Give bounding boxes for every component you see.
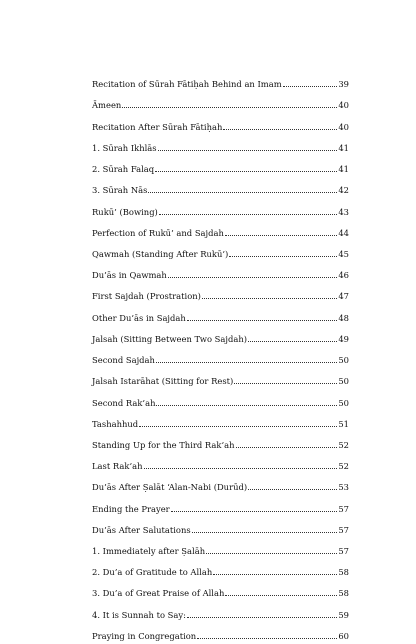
toc-entry[interactable] bbox=[92, 453, 349, 474]
toc-entry-title: Ending the Prayer bbox=[92, 503, 170, 514]
toc-dot-leader bbox=[223, 129, 337, 130]
toc-entry[interactable] bbox=[92, 326, 349, 347]
toc-entry[interactable] bbox=[92, 517, 349, 538]
toc-entry-title: Other Du’ās in Sajdah bbox=[92, 312, 186, 323]
toc-entry-title: Qawmah (Standing After Rukū’) bbox=[92, 248, 229, 259]
toc-entry-title: Standing Up for the Third Rak’ah bbox=[92, 439, 235, 450]
toc-dot-leader bbox=[187, 320, 337, 321]
toc-entry[interactable] bbox=[92, 474, 349, 495]
toc-entry-title: Recitation of Sūrah Fātiḥah Behind an Imam bbox=[92, 79, 282, 90]
toc-entry-page: 57 bbox=[338, 524, 349, 535]
toc-entry[interactable] bbox=[92, 580, 349, 601]
toc-entry-title: Rukū’ (Bowing) bbox=[92, 206, 158, 217]
toc-entry-page: 60 bbox=[338, 630, 349, 641]
toc-dot-leader bbox=[236, 447, 337, 448]
toc-dot-leader bbox=[171, 511, 337, 512]
toc-entry[interactable] bbox=[92, 198, 349, 219]
toc-entry[interactable] bbox=[92, 156, 349, 177]
toc-entry-page: 58 bbox=[338, 588, 349, 599]
toc-entry[interactable] bbox=[92, 71, 349, 92]
toc-dot-leader bbox=[225, 595, 337, 596]
toc-entry[interactable] bbox=[92, 601, 349, 622]
toc-entry[interactable] bbox=[92, 177, 349, 198]
toc-entry[interactable] bbox=[92, 623, 349, 644]
toc-entry-title: Du’ās After Ṣalāt ‘Alan-Nabi (Durūd) bbox=[92, 482, 248, 493]
toc-entry-title: Du’ās After Salutations bbox=[92, 524, 191, 535]
toc-entry[interactable] bbox=[92, 220, 349, 241]
toc-entry-page: 59 bbox=[338, 609, 349, 620]
toc-dot-leader bbox=[192, 532, 337, 533]
toc-entry-title: 2. Sūrah Falaq bbox=[92, 164, 155, 175]
toc-entry-page: 44 bbox=[338, 227, 349, 238]
toc-entry-page: 46 bbox=[338, 270, 349, 281]
toc-dot-leader bbox=[144, 468, 338, 469]
toc-dot-leader bbox=[155, 171, 337, 172]
toc-entry-title: 2. Du’a of Gratitude to Allah bbox=[92, 567, 213, 578]
toc-entry-title: Tashahhud bbox=[92, 418, 139, 429]
toc-entry[interactable] bbox=[92, 368, 349, 389]
toc-entry-title: 1. Sūrah Ikhlās bbox=[92, 142, 157, 153]
toc-entry-page: 47 bbox=[338, 291, 349, 302]
toc-entry[interactable] bbox=[92, 113, 349, 134]
toc-dot-leader bbox=[148, 192, 337, 193]
toc-entry-title: Last Rak’ah bbox=[92, 461, 143, 472]
toc-entry-title: Second Rak’ah bbox=[92, 397, 156, 408]
toc-dot-leader bbox=[168, 277, 337, 278]
toc-entry[interactable] bbox=[92, 347, 349, 368]
toc-entry-title: Praying in Congregation bbox=[92, 630, 197, 641]
toc-entry[interactable] bbox=[92, 495, 349, 516]
toc-entry-page: 40 bbox=[338, 121, 349, 132]
toc-dot-leader bbox=[122, 107, 337, 108]
toc-entry-page: 50 bbox=[338, 397, 349, 408]
toc-entry[interactable] bbox=[92, 538, 349, 559]
toc-dot-leader bbox=[156, 362, 337, 363]
toc-entry-page: 53 bbox=[338, 482, 349, 493]
toc-entry-page: 49 bbox=[338, 333, 349, 344]
toc-entry-page: 51 bbox=[338, 418, 349, 429]
toc-dot-leader bbox=[213, 574, 337, 575]
toc-entry-title: 1. Immediately after Ṣalāh bbox=[92, 546, 206, 557]
toc-entry-page: 52 bbox=[338, 461, 349, 472]
toc-entry[interactable] bbox=[92, 559, 349, 580]
toc-entry[interactable] bbox=[92, 432, 349, 453]
toc-dot-leader bbox=[197, 638, 337, 639]
toc-dot-leader bbox=[159, 214, 337, 215]
toc-entry-title: 3. Du’a of Great Praise of Allah bbox=[92, 588, 225, 599]
toc-entry-page: 50 bbox=[338, 355, 349, 366]
toc-entry-title: 3. Sūrah Nās bbox=[92, 185, 148, 196]
toc-entry-page: 45 bbox=[338, 248, 349, 259]
table-of-contents bbox=[92, 71, 349, 644]
toc-dot-leader bbox=[187, 617, 337, 618]
toc-entry-page: 50 bbox=[338, 376, 349, 387]
toc-entry[interactable] bbox=[92, 262, 349, 283]
toc-entry[interactable] bbox=[92, 411, 349, 432]
toc-dot-leader bbox=[248, 489, 337, 490]
toc-entry-page: 58 bbox=[338, 567, 349, 578]
toc-dot-leader bbox=[156, 405, 337, 406]
toc-entry-title: Perfection of Rukū’ and Sajdah bbox=[92, 227, 224, 238]
toc-entry-title: Du’ās in Qawmah bbox=[92, 270, 167, 281]
toc-dot-leader bbox=[158, 150, 337, 151]
toc-entry[interactable] bbox=[92, 241, 349, 262]
toc-entry-page: 43 bbox=[338, 206, 349, 217]
toc-entry-page: 41 bbox=[338, 164, 349, 175]
toc-dot-leader bbox=[283, 86, 337, 87]
toc-dot-leader bbox=[202, 298, 337, 299]
toc-entry[interactable] bbox=[92, 135, 349, 156]
toc-entry[interactable] bbox=[92, 389, 349, 410]
toc-entry[interactable] bbox=[92, 92, 349, 113]
toc-entry-page: 41 bbox=[338, 142, 349, 153]
toc-entry-title: Jalsah Istarāhat (Sitting for Rest) bbox=[92, 376, 234, 387]
toc-entry-page: 57 bbox=[338, 503, 349, 514]
toc-entry-page: 39 bbox=[338, 79, 349, 90]
toc-entry-page: 48 bbox=[338, 312, 349, 323]
toc-entry-title: Jalsah (Sitting Between Two Sajdah) bbox=[92, 333, 248, 344]
toc-entry-page: 57 bbox=[338, 546, 349, 557]
toc-dot-leader bbox=[206, 553, 337, 554]
toc-entry-title: Recitation After Sūrah Fātiḥah bbox=[92, 121, 223, 132]
toc-dot-leader bbox=[248, 341, 337, 342]
toc-entry-title: 4. It is Sunnah to Say: bbox=[92, 609, 186, 620]
toc-dot-leader bbox=[225, 235, 337, 236]
toc-entry-page: 52 bbox=[338, 439, 349, 450]
toc-entry-title: First Sajdah (Prostration) bbox=[92, 291, 201, 302]
toc-dot-leader bbox=[229, 256, 337, 257]
toc-dot-leader bbox=[234, 383, 337, 384]
toc-dot-leader bbox=[139, 426, 337, 427]
toc-entry-title: Second Sajdah bbox=[92, 355, 155, 366]
toc-entry-page: 42 bbox=[338, 185, 349, 196]
toc-entry[interactable] bbox=[92, 304, 349, 325]
toc-entry-title: Āmeen bbox=[92, 100, 122, 111]
toc-entry-page: 40 bbox=[338, 100, 349, 111]
toc-entry[interactable] bbox=[92, 283, 349, 304]
